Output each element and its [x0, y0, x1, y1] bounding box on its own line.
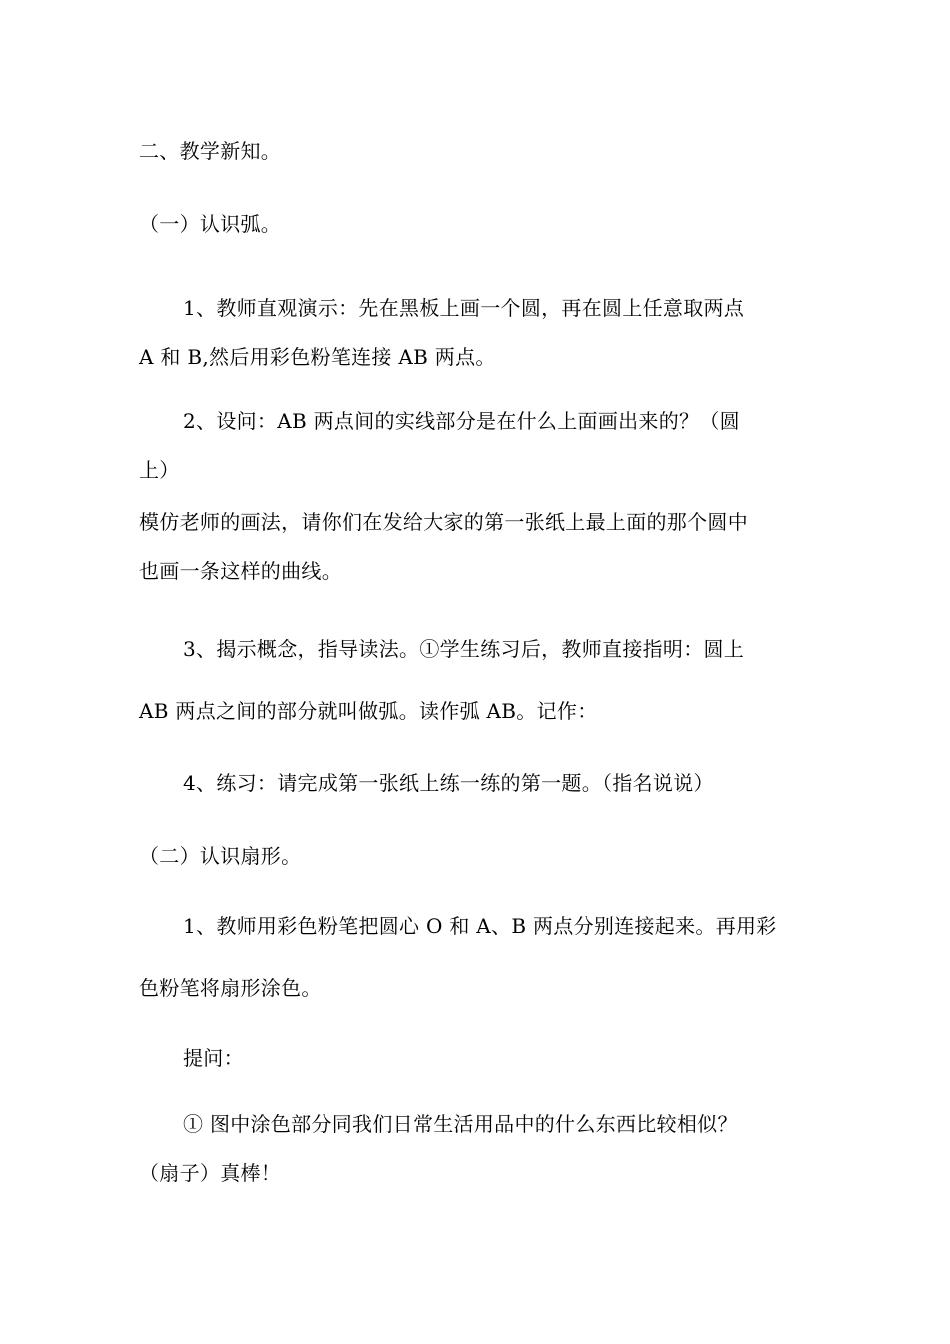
item3-line1: 3、揭示概念，指导读法。①学生练习后，教师直接指明：圆上	[183, 637, 745, 661]
section-heading: 二、教学新知。	[139, 139, 282, 163]
imitation-line2: 也画一条这样的曲线。	[139, 559, 342, 583]
question1-line2: （扇子）真棒！	[139, 1161, 282, 1185]
subsection-heading-arc: （一）认识弧。	[139, 212, 282, 236]
item2-line2: 上）	[139, 458, 180, 482]
item3-line2: AB 两点之间的部分就叫做弧。读作弧 AB。记作：	[139, 699, 598, 723]
imitation-line1: 模仿老师的画法，请你们在发给大家的第一张纸上最上面的那个圆中	[139, 510, 748, 534]
subsection-heading-sector: （二）认识扇形。	[139, 844, 302, 868]
sector-item1-line1: 1、教师用彩色粉笔把圆心 O 和 A、B 两点分别连接起来。再用彩	[183, 914, 777, 938]
question1-line1: ① 图中涂色部分同我们日常生活用品中的什么东西比较相似？	[183, 1112, 738, 1136]
item2-line1: 2、设问：AB 两点间的实线部分是在什么上面画出来的？（圆	[183, 409, 740, 433]
item1-line1: 1、教师直观演示：先在黑板上画一个圆，再在圆上任意取两点	[183, 296, 745, 320]
item1-line2: A 和 B,然后用彩色粉笔连接 AB 两点。	[139, 345, 496, 369]
question-label: 提问：	[183, 1046, 244, 1070]
item4-line1: 4、练习：请完成第一张纸上练一练的第一题。（指名说说）	[183, 771, 714, 795]
sector-item1-line2: 色粉笔将扇形涂色。	[139, 976, 322, 1000]
